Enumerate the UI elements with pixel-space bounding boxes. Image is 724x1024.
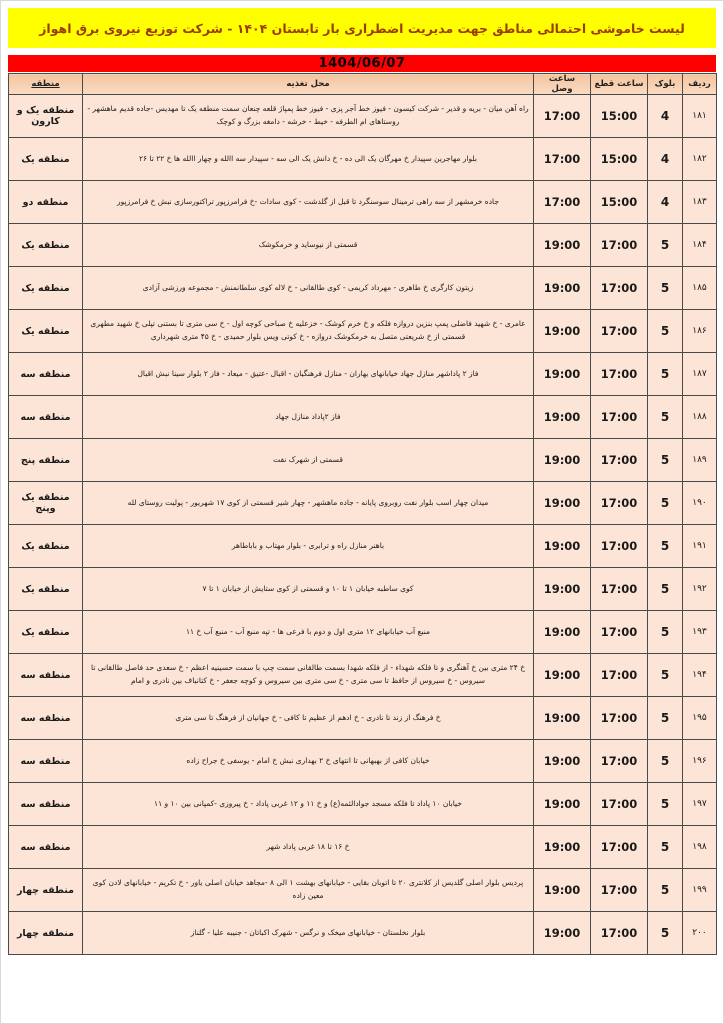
row-number-cell: ۱۸۹ xyxy=(683,439,717,482)
block-cell: 5 xyxy=(648,396,683,439)
schedule-rows xyxy=(9,95,717,955)
region-cell: منطقه سه xyxy=(9,396,83,439)
region-cell: منطقه سه xyxy=(9,783,83,826)
location-cell: فاز ۲ پاداشهر منازل جهاد خیابانهای بهاران - منازل فرهنگیان - اقبال -عتیق - میعاد - فاز ۲ بلوار سینا نبش اقبال xyxy=(83,353,534,396)
location-cell: راه آهن میان - بریه و قدیر - شرکت کیسون - فیوز خط آجر پزی - فیوز خط پمپاژ قلعه چنعان سمت منطقه یک تا مهدیس -جاده قدیم ماهشهر - روستاهای ام الطرفه - خیط - خرشه - دامغه بزرگ و کوچک xyxy=(83,95,534,138)
table-row xyxy=(9,654,717,697)
block-cell: 5 xyxy=(648,654,683,697)
row-number-cell: ۱۹۰ xyxy=(683,482,717,525)
region-cell: منطقه سه xyxy=(9,654,83,697)
restore-time-cell: 19:00 xyxy=(534,224,591,267)
table-row xyxy=(9,95,717,138)
page-title: لیست خاموشی احتمالی مناطق جهت مدیریت اضطراری بار تابستان ۱۴۰۴ - شرکت توزیع نیروی برق اهواز xyxy=(39,20,685,36)
block-cell: 4 xyxy=(648,138,683,181)
cut-time-cell: 17:00 xyxy=(591,826,648,869)
table-row xyxy=(9,482,717,525)
region-cell: منطقه دو xyxy=(9,181,83,224)
table-row xyxy=(9,568,717,611)
location-cell: خ ۲۴ متری بین خ آهنگری و تا فلکه شهداء - از فلکه شهدا بسمت طالقانی سمت چپ با سمت حسینیه اعظم - خ سعدی حد فاصل طالقانی تا سیروس - خ سیروس از حافظ تا سی متری - خ سی متری بین سیروس و کوچه جعفر - خ کتانباف بین نادری و امام xyxy=(83,654,534,697)
block-cell: 5 xyxy=(648,439,683,482)
location-cell: بلوار مهاجرین سپیدار خ مهرگان یک الی ده - خ دانش یک الی سه - سپیدار سه االله و چهار االله ها خ ۲۲ تا ۲۶ xyxy=(83,138,534,181)
table-row xyxy=(9,310,717,353)
location-cell: پردیس بلوار اصلی گلدیس از کلانتری ۲۰ تا اتوبان بقایی - خیابانهای بهشت ۱ الی ۸ -مجاهد خیابان اصلی یاور - خ تکریم - خیابانهای لادن کوی معین زاده xyxy=(83,869,534,912)
table-row xyxy=(9,826,717,869)
cut-time-cell: 17:00 xyxy=(591,912,648,955)
header-row-number: ردیف xyxy=(683,74,717,95)
restore-time-cell: 19:00 xyxy=(534,353,591,396)
table-row xyxy=(9,267,717,310)
outage-schedule-table xyxy=(8,73,717,955)
region-cell: منطقه یک xyxy=(9,611,83,654)
table-row xyxy=(9,396,717,439)
block-cell: 5 xyxy=(648,310,683,353)
cut-time-cell: 17:00 xyxy=(591,439,648,482)
row-number-cell: ۱۹۳ xyxy=(683,611,717,654)
row-number-cell: ۲۰۰ xyxy=(683,912,717,955)
cut-time-cell: 17:00 xyxy=(591,611,648,654)
location-cell: خ ۱۶ تا ۱۸ غربی پاداد شهر xyxy=(83,826,534,869)
header-region: منطقه xyxy=(9,74,83,95)
cut-time-cell: 17:00 xyxy=(591,353,648,396)
restore-time-cell: 19:00 xyxy=(534,783,591,826)
region-cell: منطقه سه xyxy=(9,740,83,783)
row-number-cell: ۱۹۸ xyxy=(683,826,717,869)
restore-time-cell: 19:00 xyxy=(534,826,591,869)
location-cell: زیتون کارگری خ طاهری - مهرداد کریمی - کوی طالقانی - خ لاله کوی سلطانمنش - مجموعه ورزشی آزادی xyxy=(83,267,534,310)
region-cell: منطقه یک xyxy=(9,568,83,611)
row-number-cell: ۱۸۴ xyxy=(683,224,717,267)
table-row xyxy=(9,353,717,396)
row-number-cell: ۱۸۵ xyxy=(683,267,717,310)
restore-time-cell: 19:00 xyxy=(534,396,591,439)
region-cell: منطقه یک xyxy=(9,525,83,568)
region-cell: منطقه سه xyxy=(9,353,83,396)
table-row xyxy=(9,138,717,181)
cut-time-cell: 17:00 xyxy=(591,869,648,912)
table-header xyxy=(9,74,717,95)
date-value: 1404/06/07 xyxy=(318,56,406,71)
restore-time-cell: 19:00 xyxy=(534,740,591,783)
table-row xyxy=(9,912,717,955)
block-cell: 4 xyxy=(648,95,683,138)
cut-time-cell: 17:00 xyxy=(591,224,648,267)
restore-time-cell: 19:00 xyxy=(534,439,591,482)
location-cell: بلوار نخلستان - خیابانهای میخک و نرگس - شهرک اکباتان - جنیبه علیا - گلناز xyxy=(83,912,534,955)
restore-time-cell: 17:00 xyxy=(534,181,591,224)
region-cell: منطقه یک xyxy=(9,310,83,353)
block-cell: 5 xyxy=(648,353,683,396)
restore-time-cell: 17:00 xyxy=(534,138,591,181)
cut-time-cell: 17:00 xyxy=(591,482,648,525)
header-cut-time: ساعت قطع xyxy=(591,74,648,95)
table-row xyxy=(9,439,717,482)
cut-time-cell: 17:00 xyxy=(591,396,648,439)
location-cell: خیابان کافی از بهبهانی تا انتهای خ ۲ بهداری نبش خ امام - یوسفی خ جراح زاده xyxy=(83,740,534,783)
block-cell: 5 xyxy=(648,869,683,912)
cut-time-cell: 17:00 xyxy=(591,568,648,611)
restore-time-cell: 19:00 xyxy=(534,697,591,740)
restore-time-cell: 19:00 xyxy=(534,267,591,310)
block-cell: 5 xyxy=(648,525,683,568)
cut-time-cell: 17:00 xyxy=(591,267,648,310)
region-cell: منطقه چهار xyxy=(9,912,83,955)
table-row xyxy=(9,181,717,224)
table-row xyxy=(9,611,717,654)
location-cell: فاز ۲پاداد منازل جهاد xyxy=(83,396,534,439)
row-number-cell: ۱۹۵ xyxy=(683,697,717,740)
cut-time-cell: 17:00 xyxy=(591,783,648,826)
location-cell: خیابان ۱۰ پاداد تا فلکه مسجد جوادالئمه(ع) و خ ۱۱ و ۱۲ غربی پاداد - خ پیروزی -کمپانی بین ۱۰ و ۱۱ xyxy=(83,783,534,826)
block-cell: 5 xyxy=(648,740,683,783)
cut-time-cell: 17:00 xyxy=(591,740,648,783)
header-row xyxy=(9,74,717,95)
row-number-cell: ۱۹۹ xyxy=(683,869,717,912)
region-cell: منطقه یک وپنج xyxy=(9,482,83,525)
title-banner xyxy=(8,8,716,48)
row-number-cell: ۱۸۲ xyxy=(683,138,717,181)
table-row xyxy=(9,697,717,740)
block-cell: 5 xyxy=(648,783,683,826)
block-cell: 5 xyxy=(648,912,683,955)
location-cell: جاده خرمشهر از سه راهی ترمینال سوسنگرد تا قبل از گلدشت - کوی سادات -خ فرامرزپور تراکتورسازی نبش خ فرامرزپور xyxy=(83,181,534,224)
block-cell: 5 xyxy=(648,826,683,869)
location-cell: عامری - خ شهید فاضلی پمپ بنزین دروازه فلکه و خ خرم کوشک - خزعلیه خ صباحی کوچه اول - خ سی متری تا بستنی تپلی خ شهید مطهری قسمتی از خ شریعتی متصل به خرمکوشک دروازه - خ کوتی ویس بلوار حمیدی - خ ۴۵ متری شهرداری xyxy=(83,310,534,353)
table-row xyxy=(9,525,717,568)
row-number-cell: ۱۸۱ xyxy=(683,95,717,138)
region-cell: منطقه سه xyxy=(9,826,83,869)
cut-time-cell: 17:00 xyxy=(591,525,648,568)
restore-time-cell: 19:00 xyxy=(534,869,591,912)
cut-time-cell: 17:00 xyxy=(591,697,648,740)
cut-time-cell: 15:00 xyxy=(591,95,648,138)
region-cell: منطقه یک و کارون xyxy=(9,95,83,138)
row-number-cell: ۱۸۷ xyxy=(683,353,717,396)
date-banner xyxy=(8,55,716,72)
header-block: بلوک xyxy=(648,74,683,95)
region-cell: منطقه یک xyxy=(9,267,83,310)
row-number-cell: ۱۹۴ xyxy=(683,654,717,697)
table-row xyxy=(9,869,717,912)
restore-time-cell: 19:00 xyxy=(534,525,591,568)
region-cell: منطقه یک xyxy=(9,224,83,267)
location-cell: قسمتی از شهرک نفت xyxy=(83,439,534,482)
cut-time-cell: 15:00 xyxy=(591,181,648,224)
cut-time-cell: 15:00 xyxy=(591,138,648,181)
region-cell: منطقه چهار xyxy=(9,869,83,912)
block-cell: 5 xyxy=(648,482,683,525)
table-row xyxy=(9,224,717,267)
location-cell: کوی ساطبه خیابان ۱ تا ۱۰ و قسمتی از کوی ستایش از خیابان ۱ تا ۷ xyxy=(83,568,534,611)
block-cell: 5 xyxy=(648,224,683,267)
region-cell: منطقه سه xyxy=(9,697,83,740)
row-number-cell: ۱۹۶ xyxy=(683,740,717,783)
row-number-cell: ۱۸۳ xyxy=(683,181,717,224)
header-restore-time: ساعت وصل xyxy=(534,74,591,95)
restore-time-cell: 19:00 xyxy=(534,310,591,353)
block-cell: 5 xyxy=(648,611,683,654)
row-number-cell: ۱۹۱ xyxy=(683,525,717,568)
location-cell: خ فرهنگ از زند تا نادری - خ ادهم از عظیم تا کافی - خ جهانیان از فرهنگ تا سی متری xyxy=(83,697,534,740)
restore-time-cell: 19:00 xyxy=(534,482,591,525)
header-location: محل تغذیه xyxy=(83,74,534,95)
cut-time-cell: 17:00 xyxy=(591,654,648,697)
table-row xyxy=(9,783,717,826)
restore-time-cell: 19:00 xyxy=(534,611,591,654)
restore-time-cell: 17:00 xyxy=(534,95,591,138)
cut-time-cell: 17:00 xyxy=(591,310,648,353)
block-cell: 5 xyxy=(648,267,683,310)
row-number-cell: ۱۸۶ xyxy=(683,310,717,353)
table-row xyxy=(9,740,717,783)
row-number-cell: ۱۹۷ xyxy=(683,783,717,826)
restore-time-cell: 19:00 xyxy=(534,568,591,611)
row-number-cell: ۱۹۲ xyxy=(683,568,717,611)
region-cell: منطقه پنج xyxy=(9,439,83,482)
row-number-cell: ۱۸۸ xyxy=(683,396,717,439)
block-cell: 5 xyxy=(648,568,683,611)
restore-time-cell: 19:00 xyxy=(534,654,591,697)
block-cell: 5 xyxy=(648,697,683,740)
location-cell: منبع آب خیابانهای ۱۲ متری اول و دوم با فرعی ها - تپه منبع آب - منبع آب خ ۱۱ xyxy=(83,611,534,654)
restore-time-cell: 19:00 xyxy=(534,912,591,955)
block-cell: 4 xyxy=(648,181,683,224)
location-cell: قسمتی از نیوساید و خرمکوشک xyxy=(83,224,534,267)
location-cell: میدان چهار اسب بلوار نفت روبروی پایانه - جاده ماهشهر - چهار شیر قسمتی از کوی ۱۷ شهریور - پولیت روستای لله xyxy=(83,482,534,525)
location-cell: باهنر منازل راه و ترابری - بلوار مهتاب و باباطاهر xyxy=(83,525,534,568)
region-cell: منطقه یک xyxy=(9,138,83,181)
